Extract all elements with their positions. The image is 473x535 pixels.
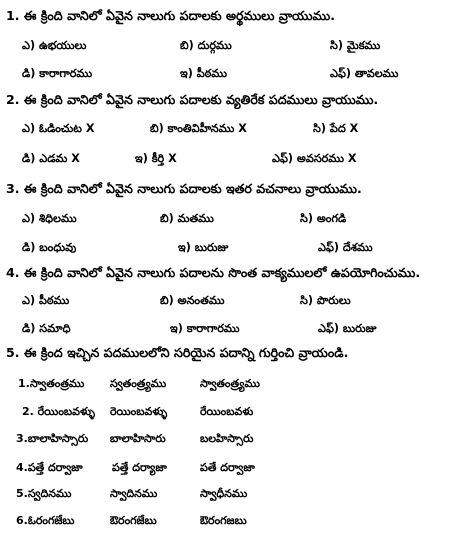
word-row-4-col-1: 4.పత్తే దర్వాజా [16, 461, 83, 474]
word-row-3-col-2: బాలాహిసారు [110, 432, 166, 445]
word-row-1-col-3: స్వాతంత్ర్యము [200, 377, 260, 390]
word-row-3-col-1: 3.బాలాహిస్సారు [16, 432, 89, 445]
q4-option-d: డి) సమాధి [22, 322, 71, 335]
q2-option-c: సి) పేద X [313, 122, 359, 135]
q3-option-a: ఎ) శిధిలము [22, 212, 77, 225]
word-row-5-col-1: 5.స్వదినము [16, 487, 72, 500]
q1-option-e: ఇ) పీఠము [180, 67, 228, 80]
q2-option-b: బి) కాంతివిహీనము X [150, 122, 247, 135]
word-row-6-col-3: ఔరంగజబు [200, 514, 247, 527]
word-row-1-col-2: స్వతంత్ర్యము [110, 377, 167, 390]
q3-option-d: డి) బంధువు [22, 241, 77, 254]
q4-option-f: ఎఫ్) బురుజు [318, 322, 377, 335]
q3-option-f: ఎఫ్) దేశము [318, 241, 373, 254]
q4-option-e: ఇ) కారాగారము [170, 322, 240, 335]
q1-option-b: బి) దుర్గము [180, 39, 232, 52]
word-row-2-col-1: 2. రేయింబవళ్ళు [22, 405, 95, 418]
word-row-2-col-2: రెయింబవళ్ళు [110, 405, 168, 418]
q1-option-c: సి) మైకము [330, 39, 381, 52]
q2-option-a: ఎ) ఓడించుట X [22, 122, 95, 135]
q1-option-f: ఎఫ్) తావలము [330, 67, 399, 80]
word-row-4-col-2: పత్తే దర్యాజా [112, 461, 167, 474]
question-2: 2. ఈ క్రింది వానిలో ఏవైన నాలుగు పదాలకు వ్యతిరేక పదములు వ్రాయుము. [6, 92, 379, 107]
word-row-5-col-3: స్వాధీనము [200, 487, 248, 500]
word-row-3-col-3: బలహిస్సారు [200, 432, 254, 445]
question-4: 4. ఈ క్రింది వానిలో ఏవైన నాలుగు పదాలను సొంత వాక్యములలో ఉపయోగించుము. [6, 265, 421, 280]
word-row-2-col-3: రేయింబవళు [200, 405, 254, 418]
q4-option-a: ఎ) పీఠము [22, 294, 70, 307]
q3-option-c: సి) అంగడి [300, 212, 347, 225]
word-row-5-col-2: స్వాదినము [110, 487, 158, 500]
q2-option-d: డి) ఎడమ X [22, 152, 80, 165]
question-5: 5. ఈ క్రింద ఇచ్చిన పదములలోని సరియైన పదాన్ని గుర్తించి వ్రాయండి. [6, 345, 349, 360]
q1-option-d: డి) కారాగారము [22, 67, 93, 80]
q4-option-b: బి) అనంతము [160, 294, 225, 307]
word-row-4-col-3: పతే దర్వాజా [200, 461, 255, 474]
q1-option-a: ఎ) ఉభయులు [22, 39, 87, 52]
question-3: 3. ఈ క్రింది వానిలో ఏవైన నాలుగు పదాలకు ఇతర వచనాలు వ్రాయుము. [6, 181, 362, 196]
q4-option-c: సి) పొరులు [300, 294, 351, 307]
question-1: 1. ఈ క్రింది వానిలో ఏవైన నాలుగు పదాలకు అర్థములు వ్రాయుము. [6, 8, 336, 23]
q3-option-b: బి) మతము [160, 212, 214, 225]
word-row-6-col-2: ఔరంగజేబు [110, 514, 157, 527]
q2-option-e: ఇ) కీర్తి X [135, 152, 177, 165]
word-row-6-col-1: 6.ఓరంగజేబు [16, 514, 75, 527]
q3-option-e: ఇ) బురుజు [178, 241, 229, 254]
word-row-1-col-1: 1.స్వాతంత్రము [18, 377, 85, 390]
q2-option-f: ఎఫ్) అవసరము X [272, 152, 357, 165]
